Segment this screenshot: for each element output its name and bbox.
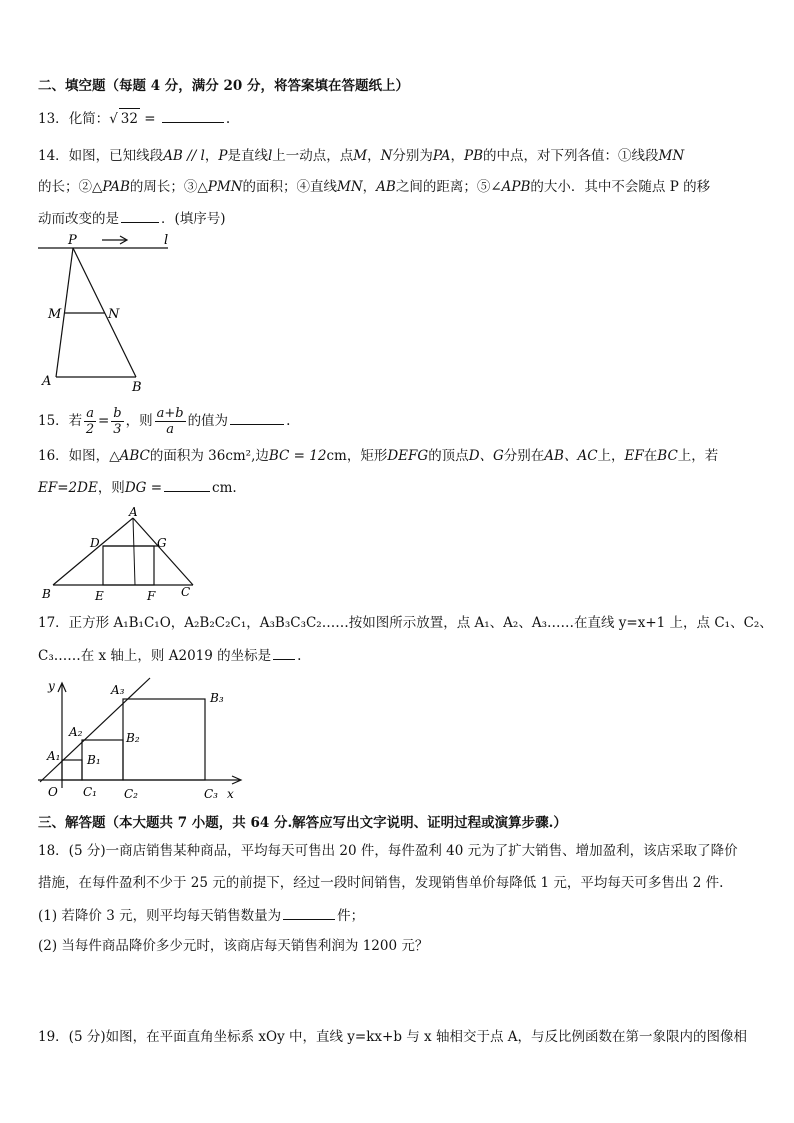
q17-answer-blank[interactable] [273,645,295,660]
q18-sub2-text: (2) 当每件商品降价多少元时，该商店每天销售利润为 1200 元？ [38,938,429,954]
q14-pb: PB [464,148,484,164]
q16-text-h: AB、AC [544,448,598,464]
q16-text-b: 的面积为 36 [149,448,226,464]
q16-text-c: ,边 [251,448,269,464]
q14-ab: AB [376,179,396,195]
question-19-line1 [38,1027,747,1047]
question-13 [38,108,230,129]
square-1 [62,760,82,780]
q15-f1-den: 2 [85,422,95,437]
q18-sub1-text: (1) 若降价 3 元，则平均每天销售数量为 [38,908,282,924]
q16-text-f: D、G [468,448,504,464]
q16-bc-eq: BC = 12 [268,448,327,464]
label-a2: A₂ [69,725,83,739]
q15-answer-blank[interactable] [230,410,284,425]
q15-fraction-a-over-2 [84,406,96,437]
q15-f2-num: b [113,406,122,421]
label-c3: C₃ [204,787,218,801]
q16-text-i: 上， [597,448,625,464]
label-e: E [95,589,104,603]
q16-triangle-abc: △ABC [109,448,150,464]
question-15 [38,404,290,438]
label-c: C [181,585,191,599]
label-b3: B₃ [210,691,224,705]
q14-text-i: 的面积；④直线 [242,179,338,195]
q14-figure [34,230,179,395]
q14-text-e: 分别为 [392,148,433,164]
label-a3: A₃ [111,683,125,697]
q14-text-l: 的大小．其中不会随点 P 的移 [530,179,711,195]
q17-text-line2: C₃……在 x 轴上，则 A2019 的坐标是 [38,648,272,664]
q16-figure [38,504,203,604]
q15-f3-num: a+b [156,406,184,421]
label-b1: B₁ [87,753,101,767]
label-b2: B₂ [126,731,140,745]
section2-title: 二、填空题 [38,78,106,94]
q15-f1-num: a [86,406,94,421]
label-c1: C₁ [83,785,97,799]
q14-text-c: 是直线 [227,148,268,164]
question-18-sub2 [38,936,428,956]
q16-unit: cm. [212,480,237,496]
label-a: A [129,505,138,519]
label-x: x [227,787,234,801]
q14-point-m: M [353,148,368,164]
question-14-line3 [38,208,226,229]
q14-text-k: 之间的距离；⑤ [395,179,491,195]
q16-rect-defg: DEFG [387,448,429,464]
q17-text-line1: 17．正方形 A₁B₁C₁O，A₂B₂C₂C₁，A₃B₃C₃C₂……按如图所示放置，点 A₁、A₂、A₃……在直线 y=x+1 上，点 C₁、C₂、 [38,615,773,631]
q16-bc: BC [657,448,678,464]
q15-f3-den: a [166,422,174,437]
question-17-line1 [38,613,773,633]
q14-comma: ， [367,148,381,164]
q14-text-f: 的中点，对下列各值：①线段 [483,148,659,164]
question-17-line2 [38,645,301,666]
section3-note: （本大题共 7 小题，共 64 分.解答应写出文字说明、证明过程或演算步骤.） [105,815,567,831]
label-l: l [164,233,169,248]
q14-point-n: N [380,148,393,164]
label-b: B [42,587,51,601]
q14-answer-blank[interactable] [121,208,159,223]
label-n: N [108,307,120,322]
label-o: O [48,785,58,799]
q14-line-l: l [267,148,273,164]
q18-sub1-answer-blank[interactable] [283,905,335,920]
label-a1: A₁ [47,749,61,763]
q18-sub1-end: 件； [337,908,365,924]
q19-text-line1: 19．(5 分)如图，在平面直角坐标系 xOy 中，直线 y=kx+b 与 x 轴相交于点 A，与反比例函数在第一象限内的图像相 [38,1029,747,1045]
q16-text-e: 的顶点 [428,448,469,464]
label-d: D [90,536,100,550]
q14-point-p: P [218,148,228,164]
q17-end: . [297,648,302,664]
label-a: A [42,374,52,389]
q14-text-b: ， [204,148,219,164]
q16-ef: EF [624,448,644,464]
q16-text-l: ，则 [97,480,125,496]
q15-equals: = [97,413,110,429]
q16-text-g: 分别在 [503,448,545,464]
q14-text-a: 14．如图，已知线段 [38,148,164,164]
q13-radicand: 32 [119,108,140,129]
q14-triangle-pab: △PAB [92,179,130,195]
q13-end: . [225,111,231,127]
q15-text-a: 15．若 [38,413,83,429]
q14-text-n: ．(填序号) [161,211,226,227]
q13-text: 化简： [68,111,110,127]
q18-text-line1: 18．(5 分)一商店销售某种商品，平均每天可售出 20 件，每件盈利 40 元为了扩大销售、增加盈利，该店采取了降价 [38,843,738,859]
q14-text-j: ， [362,179,377,195]
q16-text-a: 16．如图， [38,448,110,464]
question-18-line1 [38,841,738,861]
section2-note: （每题 4 分，满分 20 分，将答案填在答题纸上） [105,78,409,94]
question-18-sub1 [38,905,364,926]
q14-ab-parallel-l: AB // l [163,148,205,164]
q14-pa: PA [432,148,451,164]
label-g: G [157,536,167,550]
q17-figure [34,676,249,804]
question-18-line2 [38,873,723,893]
section3-header [38,813,567,833]
q16-text-j: 在 [643,448,658,464]
q14-mn-2: MN [337,179,363,195]
q14-text-g: 的长；② [38,179,92,195]
q16-ef-eq-2de: EF=2DE [38,480,98,496]
q13-number: 13． [38,111,69,127]
q16-dg: DG = [124,480,163,496]
q14-mn: MN [658,148,685,164]
question-16-line1 [38,446,718,466]
label-m: M [48,307,62,322]
q16-text-k: 上，若 [677,448,719,464]
question-16-line2 [38,477,237,498]
q14-angle-apb: ∠APB [490,179,531,195]
q15-text-c: 的值为 [187,413,229,429]
q14-text-d: 上一动点，点 [272,148,354,164]
section3-title: 三、解答题 [38,815,106,831]
q15-text-b: ，则 [125,413,153,429]
q14-triangle-pmn: △PMN [197,179,243,195]
segment-ba [53,518,133,585]
q16-text-d: cm，矩形 [326,448,388,464]
q13-equals: = [144,111,156,127]
q16-answer-blank[interactable] [164,477,210,492]
q16-unit-area: cm² [225,448,252,464]
label-b: B [132,380,142,395]
rectangle-defg [103,546,154,585]
q15-fraction-sum [155,406,186,437]
section2-header [38,76,409,96]
label-y: y [48,679,55,693]
segment-ac [133,518,193,585]
label-f: F [147,589,156,603]
question-14-line1 [38,146,684,166]
q13-answer-blank[interactable] [162,108,224,123]
q14-text-m: 动而改变的是 [38,211,119,227]
q18-text-line2: 措施，在每件盈利不少于 25 元的前提下，经过一段时间销售，发现销售单价每降低 1 元，平均每天可多售出 2 件. [38,875,724,891]
q15-f2-den: 3 [113,422,122,437]
q15-end: . [286,413,291,429]
question-14-line2 [38,177,710,197]
q14-text-h: 的周长；③ [129,179,198,195]
sqrt-symbol: √ [109,111,118,127]
altitude [133,518,135,585]
label-c2: C₂ [124,787,138,801]
q14-comma-2: ， [450,148,465,164]
q15-fraction-b-over-3 [111,406,123,437]
label-p: P [68,233,77,248]
